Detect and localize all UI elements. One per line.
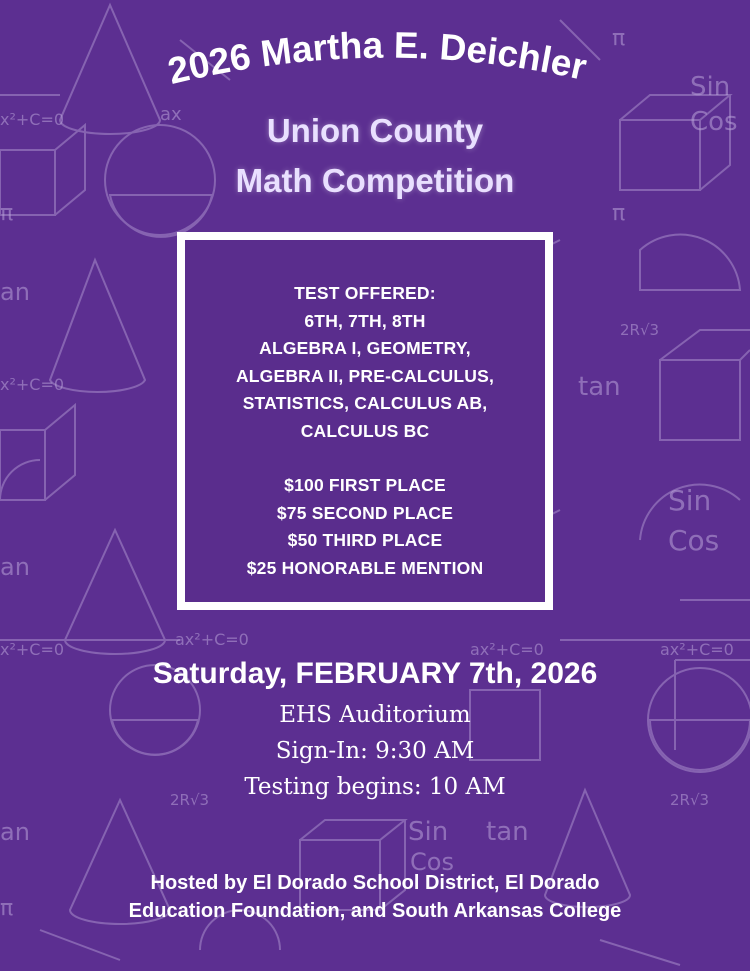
- svg-text:an: an: [0, 278, 30, 306]
- svg-text:Sin: Sin: [668, 484, 712, 517]
- svg-text:2R√3: 2R√3: [670, 791, 710, 809]
- svg-text:2R√3: 2R√3: [170, 791, 210, 809]
- test-line: STATISTICS, CALCULUS AB,: [242, 393, 488, 413]
- svg-text:an: an: [0, 818, 30, 846]
- svg-text:x²+C=0: x²+C=0: [0, 375, 65, 394]
- svg-text:tan: tan: [486, 817, 529, 847]
- svg-text:Sin: Sin: [408, 817, 449, 847]
- svg-text:ax²+C=0: ax²+C=0: [175, 630, 249, 649]
- svg-text:tan: tan: [578, 372, 621, 402]
- subtitle-competition: Math Competition: [235, 162, 515, 199]
- svg-text:an: an: [0, 553, 30, 581]
- svg-text:2R√3: 2R√3: [620, 321, 660, 339]
- event-date: Saturday, FEBRUARY 7th, 2026: [152, 657, 598, 690]
- svg-text:π: π: [612, 201, 626, 226]
- testing-time: Testing begins: 10 AM: [244, 774, 506, 800]
- tests-heading: TEST OFFERED:: [294, 283, 436, 303]
- tests-and-prizes-box: [177, 232, 553, 610]
- svg-text:Cos: Cos: [668, 524, 720, 557]
- svg-text:2026 Martha E. Deichler: 2026 Martha E. Deichler: [164, 24, 591, 92]
- svg-text:π: π: [0, 201, 14, 226]
- prize-line: $100 FIRST PLACE: [284, 475, 446, 495]
- svg-text:Cos: Cos: [410, 848, 454, 876]
- prize-line: $25 HONORABLE MENTION: [246, 557, 484, 578]
- host-line-1: Hosted by El Dorado School District, El Dorado: [150, 872, 600, 894]
- prize-line: $50 THIRD PLACE: [287, 530, 443, 550]
- test-line: CALCULUS BC: [300, 420, 430, 441]
- svg-text:ax²+C=0: ax²+C=0: [660, 640, 734, 659]
- event-location: EHS Auditorium: [279, 702, 471, 728]
- svg-text:Cos: Cos: [690, 107, 738, 137]
- test-line: ALGEBRA I, GEOMETRY,: [259, 338, 471, 358]
- svg-text:x²+C=0: x²+C=0: [0, 640, 65, 659]
- host-line-2: Education Foundation, and South Arkansas College: [128, 900, 622, 922]
- svg-text:ax²+C=0: ax²+C=0: [470, 640, 544, 659]
- subtitle-county: Union County: [266, 112, 484, 149]
- svg-text:Sin: Sin: [690, 72, 731, 102]
- test-line: ALGEBRA II, PRE-CALCULUS,: [235, 365, 495, 386]
- svg-text:π: π: [612, 26, 626, 51]
- svg-text:π: π: [0, 896, 14, 921]
- svg-text:x²+C=0: x²+C=0: [0, 110, 65, 129]
- sign-in-time: Sign-In: 9:30 AM: [275, 738, 475, 764]
- test-line: 6TH, 7TH, 8TH: [304, 310, 426, 331]
- spacer: [185, 445, 545, 472]
- prize-line: $75 SECOND PLACE: [276, 502, 454, 523]
- svg-text:ax: ax: [160, 104, 182, 125]
